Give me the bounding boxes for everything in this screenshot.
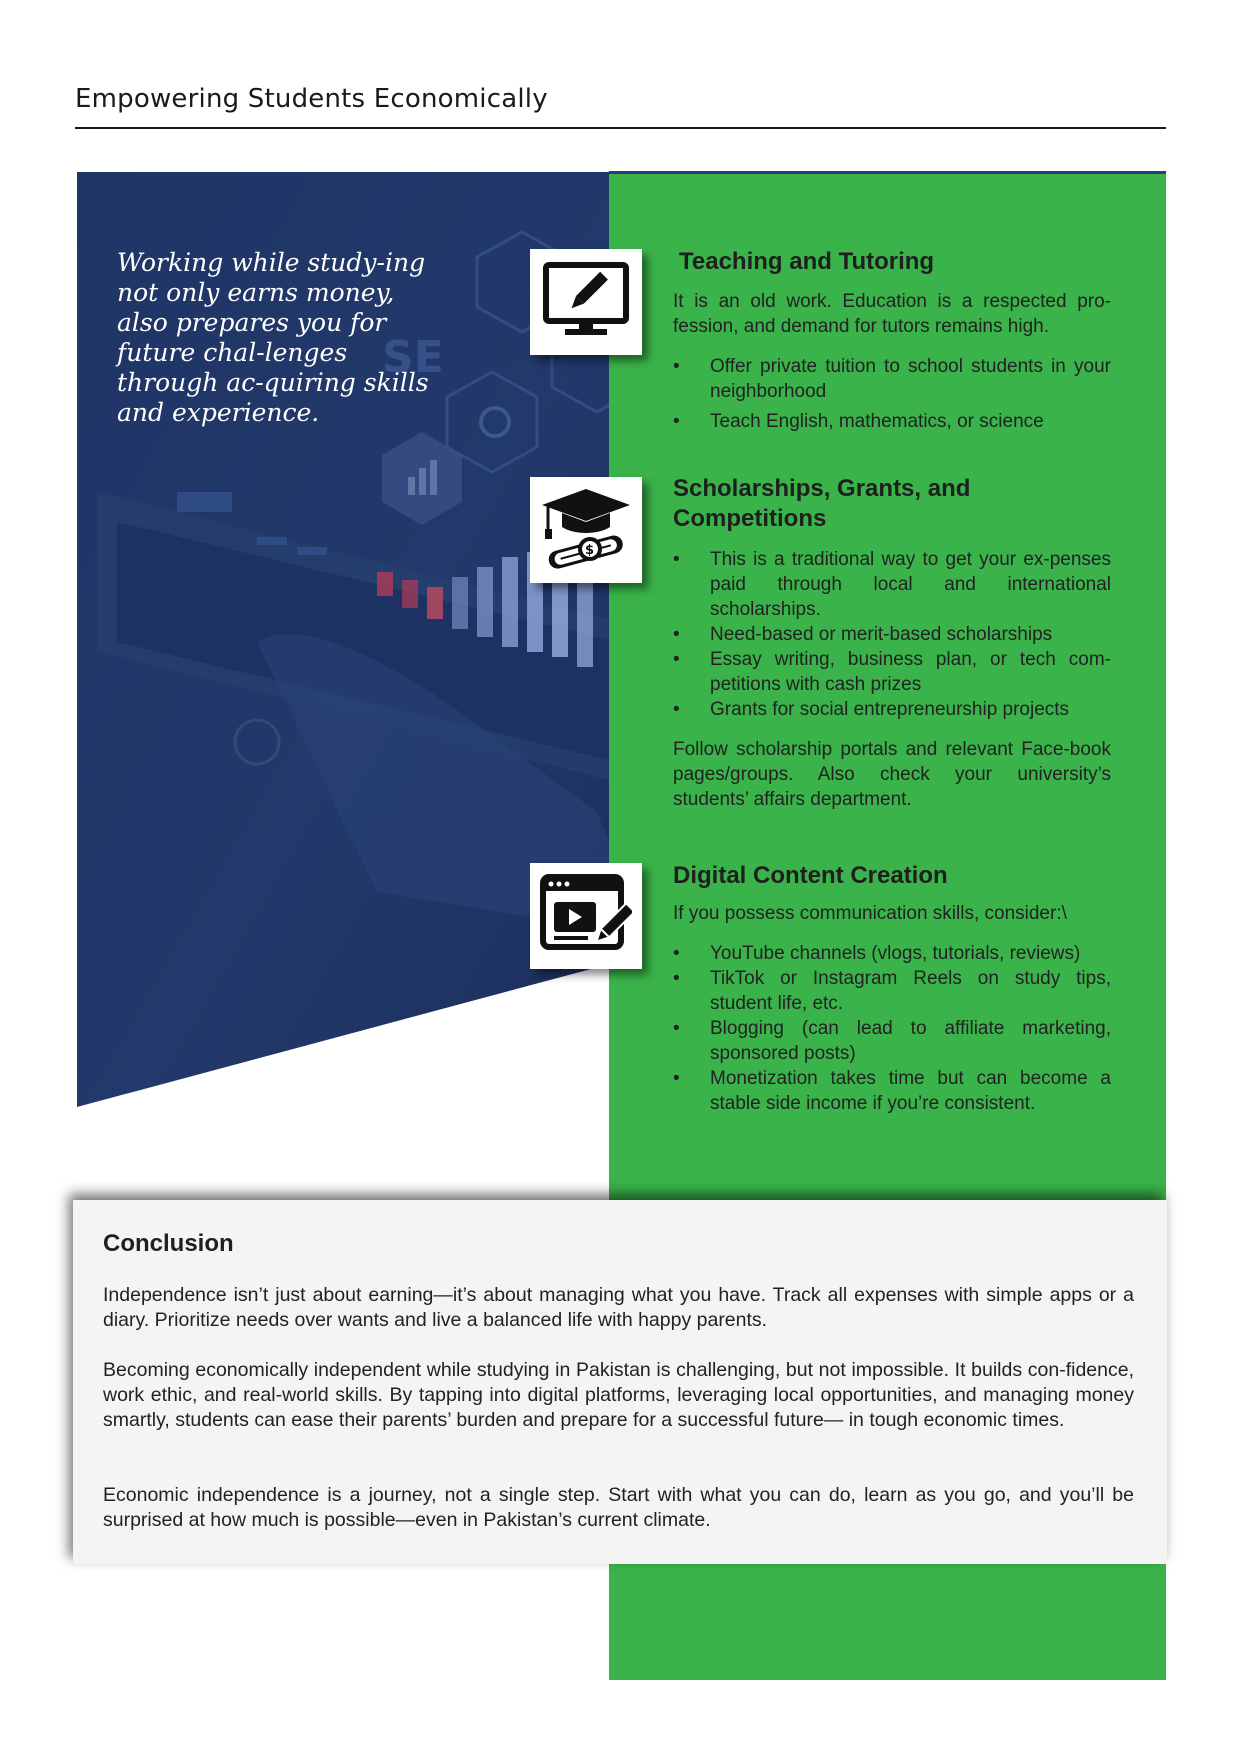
svg-text:SE: SE: [382, 332, 444, 383]
conclusion-box: [73, 1200, 1167, 1564]
conclusion-paragraph: Becoming economically independent while studying in Pakistan is challenging, but not impossible. It builds con-fidence, work ethic, and real-world skills. By tapping into digital platforms, leveraging local opportunities, and managing money smartly, students can ease their parents’ burden and prepare for a successful future— in tough economic times.: [103, 1359, 1134, 1431]
list-item: • Essay writing, business plan, or tech com-petitions with cash prizes: [673, 647, 1111, 697]
monitor-pencil-icon: [543, 262, 629, 343]
section-title: Teaching and Tutoring: [679, 248, 935, 275]
conclusion-paragraph: Economic independence is a journey, not a single step. Start with what you can do, learn as you go, and you’ll be surprised at how much is possible—even in Pakistan’s current climate.: [103, 1484, 1134, 1531]
list-item: • Teach English, mathematics, or science: [673, 409, 1111, 434]
icon-box-scholarships: [530, 477, 642, 583]
section-teaching: [673, 247, 1111, 434]
section-outro: Follow scholarship portals and relevant Face-book pages/groups. Also check your university’s students’ affairs department.: [673, 739, 1111, 810]
section-title: Digital Content Creation: [673, 862, 948, 889]
section-scholarships: [673, 474, 1111, 812]
list-item: • Need-based or merit-based scholarships: [673, 622, 1111, 647]
list-item: • TikTok or Instagram Reels on study tips, student life, etc.: [673, 966, 1111, 1016]
page-title: Empowering Students Economically: [75, 84, 548, 114]
list-item: • Monetization takes time but can become a stable side income if you’re consistent.: [673, 1066, 1111, 1116]
bullet-list: [673, 941, 1111, 1116]
icon-box-content: [530, 863, 642, 969]
section-intro: If you possess communication skills, consider:\: [673, 903, 1067, 924]
graduation-cap-diploma-icon: [538, 485, 634, 576]
icon-box-teaching: [530, 249, 642, 355]
section-title: Scholarships, Grants, and Competitions: [673, 475, 971, 532]
title-divider: [75, 127, 1166, 129]
list-item: • This is a traditional way to get your ex-penses paid through local and international scholarships.: [673, 547, 1111, 622]
list-item: • Offer private tuition to school students in your neighborhood: [673, 354, 1111, 404]
panel-top-border: [609, 171, 1166, 174]
section-content-creation: [673, 861, 1111, 1116]
list-item: • Grants for social entrepreneurship projects: [673, 697, 1111, 722]
bullet-list: [673, 547, 1111, 722]
conclusion-paragraph: Independence isn’t just about earning—it’s about managing what you have. Track all expenses with simple apps or a diary. Prioritize needs over wants and live a balanced life with happy parents.: [103, 1284, 1134, 1331]
bullet-list: [673, 354, 1111, 434]
list-item: • YouTube channels (vlogs, tutorials, reviews): [673, 941, 1111, 966]
conclusion-title: Conclusion: [103, 1230, 234, 1257]
section-intro: It is an old work. Education is a respected pro-fession, and demand for tutors remains high.: [673, 291, 1111, 337]
list-item: • Blogging (can lead to affiliate marketing, sponsored posts): [673, 1016, 1111, 1066]
svg-text:$: $: [585, 542, 595, 558]
pull-quote: Working while study-ing not only earns money, also prepares you for future chal-lenges through ac-quiring skills and experience.: [117, 248, 429, 427]
video-content-icon: [540, 874, 632, 959]
